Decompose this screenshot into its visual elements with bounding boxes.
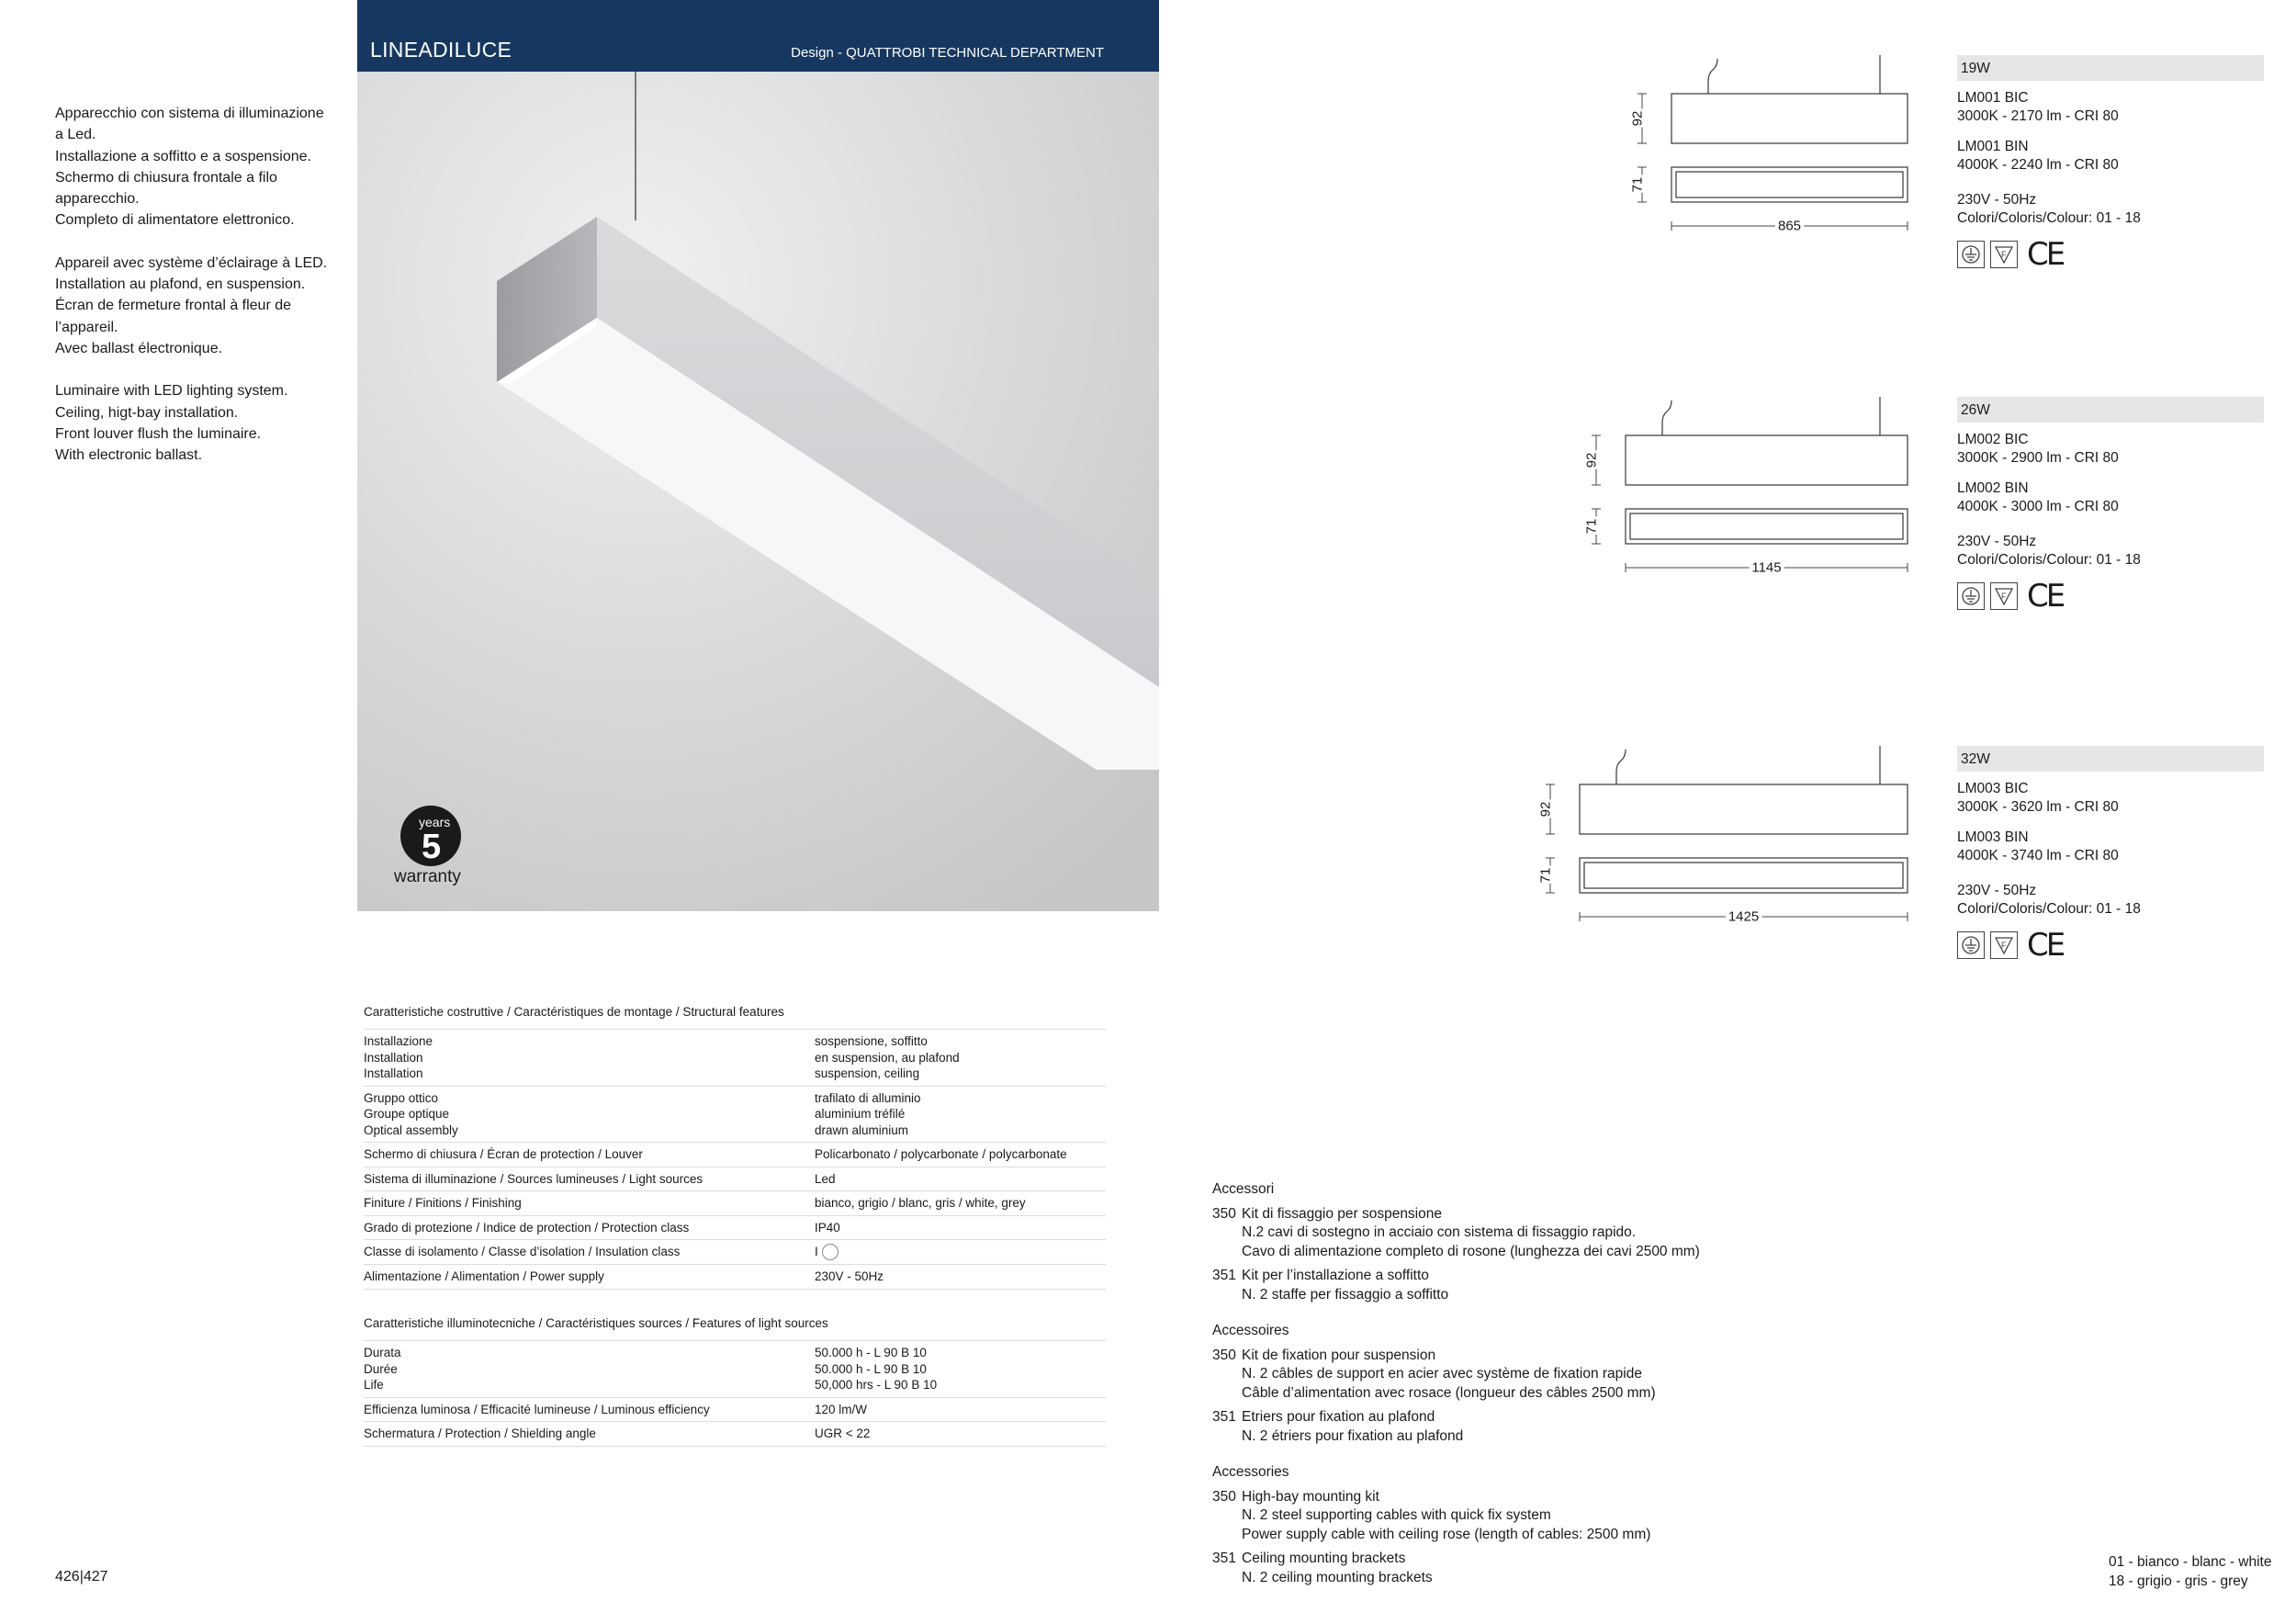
accessory-item [1212,1408,1855,1446]
dim-length: 1145 [1751,559,1782,576]
product-variant-block [1957,746,2264,964]
accessory-name: Kit de fixation pour suspension [1242,1347,1436,1363]
product-variant-block [1957,55,2264,273]
accessory-description: N. 2 câbles de support en acier avec système de fixation rapide Câble d’alimentation avec rosace (longueur des câbles 2500 mm) [1242,1366,1656,1401]
structural-features-title: Caratteristiche costruttive / Caractéristiques de montage / Structural features [364,1005,1106,1030]
warranty-badge [394,803,467,885]
light-features-title: Caratteristiche illuminotecniche / Caractéristiques sources / Features of light sources [364,1316,1106,1341]
accessory-name: Kit per l’installazione a soffitto [1242,1268,1429,1283]
variant-bin: LM002 BIN 4000K - 3000 lm - CRI 80 [1957,480,2119,514]
product-photo [357,72,1159,911]
accessory-code: 350 [1212,1488,1236,1505]
accessory-description: N. 2 staffe per fissaggio a soffitto [1242,1286,1449,1303]
ce-mark-icon: CE [2027,927,2064,964]
dim-depth: 71 [1583,518,1600,535]
intro-text [55,103,331,487]
header-band [357,0,1159,72]
accessories-title: Accessories [1212,1464,1289,1480]
structural-value: Policarbonato / polycarbonate / polycarbonate [815,1147,1067,1161]
structural-value: bianco, grigio / blanc, gris / white, grey [815,1196,1026,1210]
accessory-description: N. 2 étriers pour fixation au plafond [1242,1427,1464,1444]
accessory-description: N.2 cavi di sostegno in acciaio con sistema di fissaggio rapido. Cavo di alimentazione completo di rosone (lunghezza dei cavi 2500 mm) [1242,1224,1700,1259]
intro-french: Appareil avec système d’éclairage à LED. Installation au plafond, en suspension. Écran de fermeture frontal à fleur de l’appareil. Avec ballast électronique. [55,254,328,356]
dim-height: 92 [1629,110,1646,127]
ce-mark-icon: CE [2027,236,2064,273]
f-mark-icon [1990,582,2018,610]
structural-row [364,1240,1106,1265]
color-grey: 18 - grigio - gris - grey [2109,1573,2248,1589]
accessory-description: N. 2 ceiling mounting brackets [1242,1569,1433,1585]
accessory-name: Kit di fissaggio per sospensione [1242,1205,1442,1222]
structural-row [364,1265,1106,1290]
svg-text:F: F [2001,250,2007,259]
accessory-item [1212,1550,1855,1587]
structural-features-table [364,1005,1106,1290]
lighting-value: 120 lm/W [815,1402,868,1416]
accessory-item [1212,1267,1855,1304]
structural-label: Grado di protezione / Indice de protection / Protection class [364,1220,690,1235]
accessories-group [1212,1463,1855,1587]
accessory-code: 350 [1212,1347,1236,1363]
variant-bin: LM001 BIN 4000K - 2240 lm - CRI 80 [1957,139,2119,173]
earth-class-icon [1957,582,1985,610]
dim-depth: 71 [1629,176,1646,193]
dim-height: 92 [1583,452,1600,468]
intro-italian: Apparecchio con sistema di illuminazione a Led. Installazione a soffitto e a sospensione. Schermo di chiusura frontale a filo apparecchio. Completo di alimentatore elettronico. [55,106,324,229]
technical-drawings [1469,46,1929,964]
accessory-code: 351 [1212,1551,1236,1566]
structural-row [364,1087,1106,1144]
lighting-value: 50.000 h - L 90 B 10 50.000 h - L 90 B 10 50,000 hrs - L 90 B 10 [815,1346,938,1392]
accessory-item [1212,1347,1855,1404]
electrical-info: 230V - 50Hz Colori/Coloris/Colour: 01 - 18 [1957,534,2141,568]
color-white: 01 - bianco - blanc - white [2109,1554,2272,1570]
accessories-title: Accessori [1212,1181,1275,1197]
dim-height: 92 [1537,801,1554,818]
warranty-icon [394,803,467,885]
certification-icons [1957,578,2264,615]
dim-length: 1425 [1728,908,1760,925]
structural-row [364,1191,1106,1216]
variant-bic: LM002 BIC 3000K - 2900 lm - CRI 80 [1957,432,2119,466]
accessory-code: 350 [1212,1205,1236,1222]
svg-text:F: F [2001,941,2007,950]
accessory-description: N. 2 steel supporting cables with quick fix system Power supply cable with ceiling rose (length of cables: 2500 mm) [1242,1507,1651,1542]
certification-icons [1957,236,2264,273]
structural-label: Schermo di chiusura / Écran de protection / Louver [364,1147,643,1161]
electrical-info: 230V - 50Hz Colori/Coloris/Colour: 01 - 18 [1957,883,2141,917]
structural-row [364,1216,1106,1241]
lighting-row [364,1422,1106,1447]
accessories-title: Accessoires [1212,1323,1289,1338]
lighting-label: Schermatura / Protection / Shielding angle [364,1427,596,1440]
design-credit: Design - QUATTROBI TECHNICAL DEPARTMENT [791,45,1104,61]
accessory-item [1212,1488,1855,1545]
accessories-group [1212,1180,1855,1304]
f-mark-icon [1990,931,2018,959]
product-title: LINEADILUCE [370,38,512,62]
structural-value: IP40 [815,1220,840,1235]
structural-value: I [815,1244,1106,1260]
certification-icons [1957,927,2264,964]
structural-value: 230V - 50Hz [815,1269,884,1284]
variant-bic: LM003 BIC 3000K - 3620 lm - CRI 80 [1957,781,2119,815]
warranty-number: 5 [422,828,442,866]
lighting-label: Efficienza luminosa / Efficacité lumineuse / Luminous efficiency [364,1402,710,1416]
dim-length: 865 [1777,218,1802,234]
warranty-years: years [419,815,451,829]
lighting-row [364,1341,1106,1398]
structural-value: Led [815,1171,836,1186]
f-mark-icon [1990,241,2018,268]
lighting-value: UGR < 22 [815,1427,871,1440]
electrical-info: 230V - 50Hz Colori/Coloris/Colour: 01 - 18 [1957,192,2141,226]
earth-class-icon [1957,931,1985,959]
structural-row [364,1143,1106,1167]
intro-english: Luminaire with LED lighting system. Ceiling, higt-bay installation. Front louver flush the luminaire. With electronic ballast. [55,383,288,464]
lighting-row [364,1398,1106,1423]
dim-depth: 71 [1537,867,1554,884]
structural-label: Alimentazione / Alimentation / Power supply [364,1269,604,1284]
accessories-group [1212,1322,1855,1446]
accessory-code: 351 [1212,1268,1236,1283]
lighting-label: Durata Durée Life [364,1346,401,1392]
product-drawing [1538,746,1908,925]
accessory-name: Etriers pour fixation au plafond [1242,1409,1435,1425]
product-drawing [1630,55,1908,234]
accessory-code: 351 [1212,1409,1236,1425]
page-number: 426|427 [55,1569,108,1585]
svg-text:F: F [2001,592,2007,601]
colors-legend [2109,1552,2271,1591]
accessories-section [1212,1180,1855,1605]
wattage-label: 26W [1957,397,2264,423]
structural-label: Gruppo ottico Groupe optique Optical assembly [364,1090,458,1137]
light-features-table [364,1316,1106,1447]
accessory-name: Ceiling mounting brackets [1242,1551,1406,1566]
variant-bic: LM001 BIC 3000K - 2170 lm - CRI 80 [1957,90,2119,124]
structural-label: Finiture / Finitions / Finishing [364,1196,522,1210]
structural-row [364,1167,1106,1192]
structural-label: Sistema di illuminazione / Sources lumineuses / Light sources [364,1171,703,1186]
structural-row [364,1030,1106,1087]
ce-mark-icon: CE [2027,578,2064,615]
product-variant-block [1957,397,2264,615]
structural-label: Classe di isolamento / Classe d’isolation / Insulation class [364,1245,681,1258]
accessory-name: High-bay mounting kit [1242,1488,1379,1505]
earth-class-icon [822,1244,838,1260]
accessory-item [1212,1205,1855,1262]
structural-label: Installazione Installation Installation [364,1034,433,1080]
luminaire-photo-illustration [357,72,1159,911]
structural-value: trafilato di alluminio aluminium tréfilé drawn aluminium [815,1090,921,1137]
product-drawing [1584,397,1908,576]
wattage-label: 19W [1957,55,2264,81]
structural-value: sospensione, soffitto en suspension, au plafond suspension, ceiling [815,1034,960,1080]
variant-bin: LM003 BIN 4000K - 3740 lm - CRI 80 [1957,829,2119,863]
warranty-label: warranty [394,867,461,885]
wattage-label: 32W [1957,746,2264,772]
earth-class-icon [1957,241,1985,268]
